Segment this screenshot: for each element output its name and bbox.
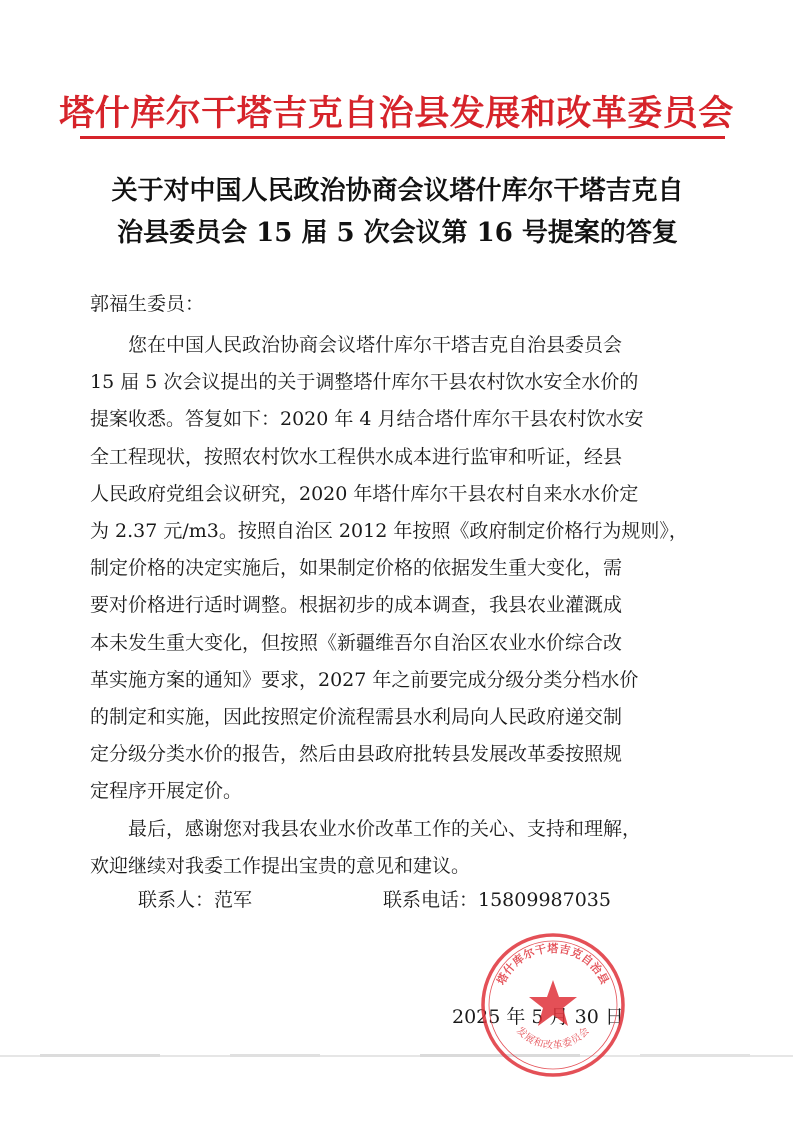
document-body (90, 327, 706, 885)
document-title (70, 170, 725, 254)
document-title-line: 关于对中国人民政治协商会议塔什库尔干塔吉克自 (111, 176, 684, 206)
body-line: 要对价格进行适时调整。根据初步的成本调查，我县农业灌溉成 (90, 594, 623, 617)
body-line: 本未发生重大变化，但按照《新疆维吾尔自治区农业水价综合改 (90, 631, 623, 654)
body-line: 您在中国人民政治协商会议塔什库尔干塔吉克自治县委员会 (128, 334, 623, 356)
seal-lower-text: 发展和改革委员会 (513, 1025, 593, 1052)
document-date: 2025 年 5 月 30 日 (452, 1006, 624, 1028)
seal-upper-text: 塔什库尔干塔吉克自治县 (494, 942, 612, 987)
body-line: 全工程现状，按照农村饮水工程供水成本进行监审和听证，经县 (90, 445, 623, 468)
body-line: 定分级分类水价的报告，然后由县政府批转县发展改革委按照规 (90, 743, 623, 766)
body-line: 提案收悉。答复如下：2020 年 4 月结合塔什库尔干县农村饮水安 (90, 408, 644, 431)
header-divider (80, 136, 725, 139)
document-title-line: 治县委员会 15 届 5 次会议第 16 号提案的答复 (117, 218, 678, 248)
scan-artifact-line (0, 1050, 793, 1062)
body-line: 人民政府党组会议研究，2020 年塔什库尔干县农村自来水水价定 (90, 482, 639, 505)
body-line: 定程序开展定价。 (90, 780, 243, 803)
closing-line: 最后，感谢您对我县农业水价改革工作的关心、支持和理解， (128, 817, 642, 840)
star-icon (529, 980, 577, 1026)
body-line: 15 届 5 次会议提出的关于调整塔什库尔干县农村饮水安全水价的 (90, 371, 639, 394)
body-line: 制定价格的决定实施后，如果制定价格的依据发生重大变化，需 (90, 557, 623, 580)
salutation: 郭福生委员： (90, 293, 205, 315)
body-line: 革实施方案的通知》要求，2027 年之前要完成分级分类分档水价 (90, 668, 639, 691)
issuing-organization: 塔什库尔干塔吉克自治县发展和改革委员会 (59, 93, 734, 134)
official-seal (478, 930, 628, 1080)
contact-phone: 联系电话：15809987035 (383, 889, 611, 911)
body-line: 为 2.37 元/m3。按照自治区 2012 年按照《政府制定价格行为规则》， (90, 520, 688, 543)
contact-person: 联系人：范军 (138, 889, 253, 911)
closing-line: 欢迎继续对我委工作提出宝贵的意见和建议。 (90, 854, 471, 877)
body-line: 的制定和实施，因此按照定价流程需县水利局向人民政府递交制 (90, 706, 623, 729)
